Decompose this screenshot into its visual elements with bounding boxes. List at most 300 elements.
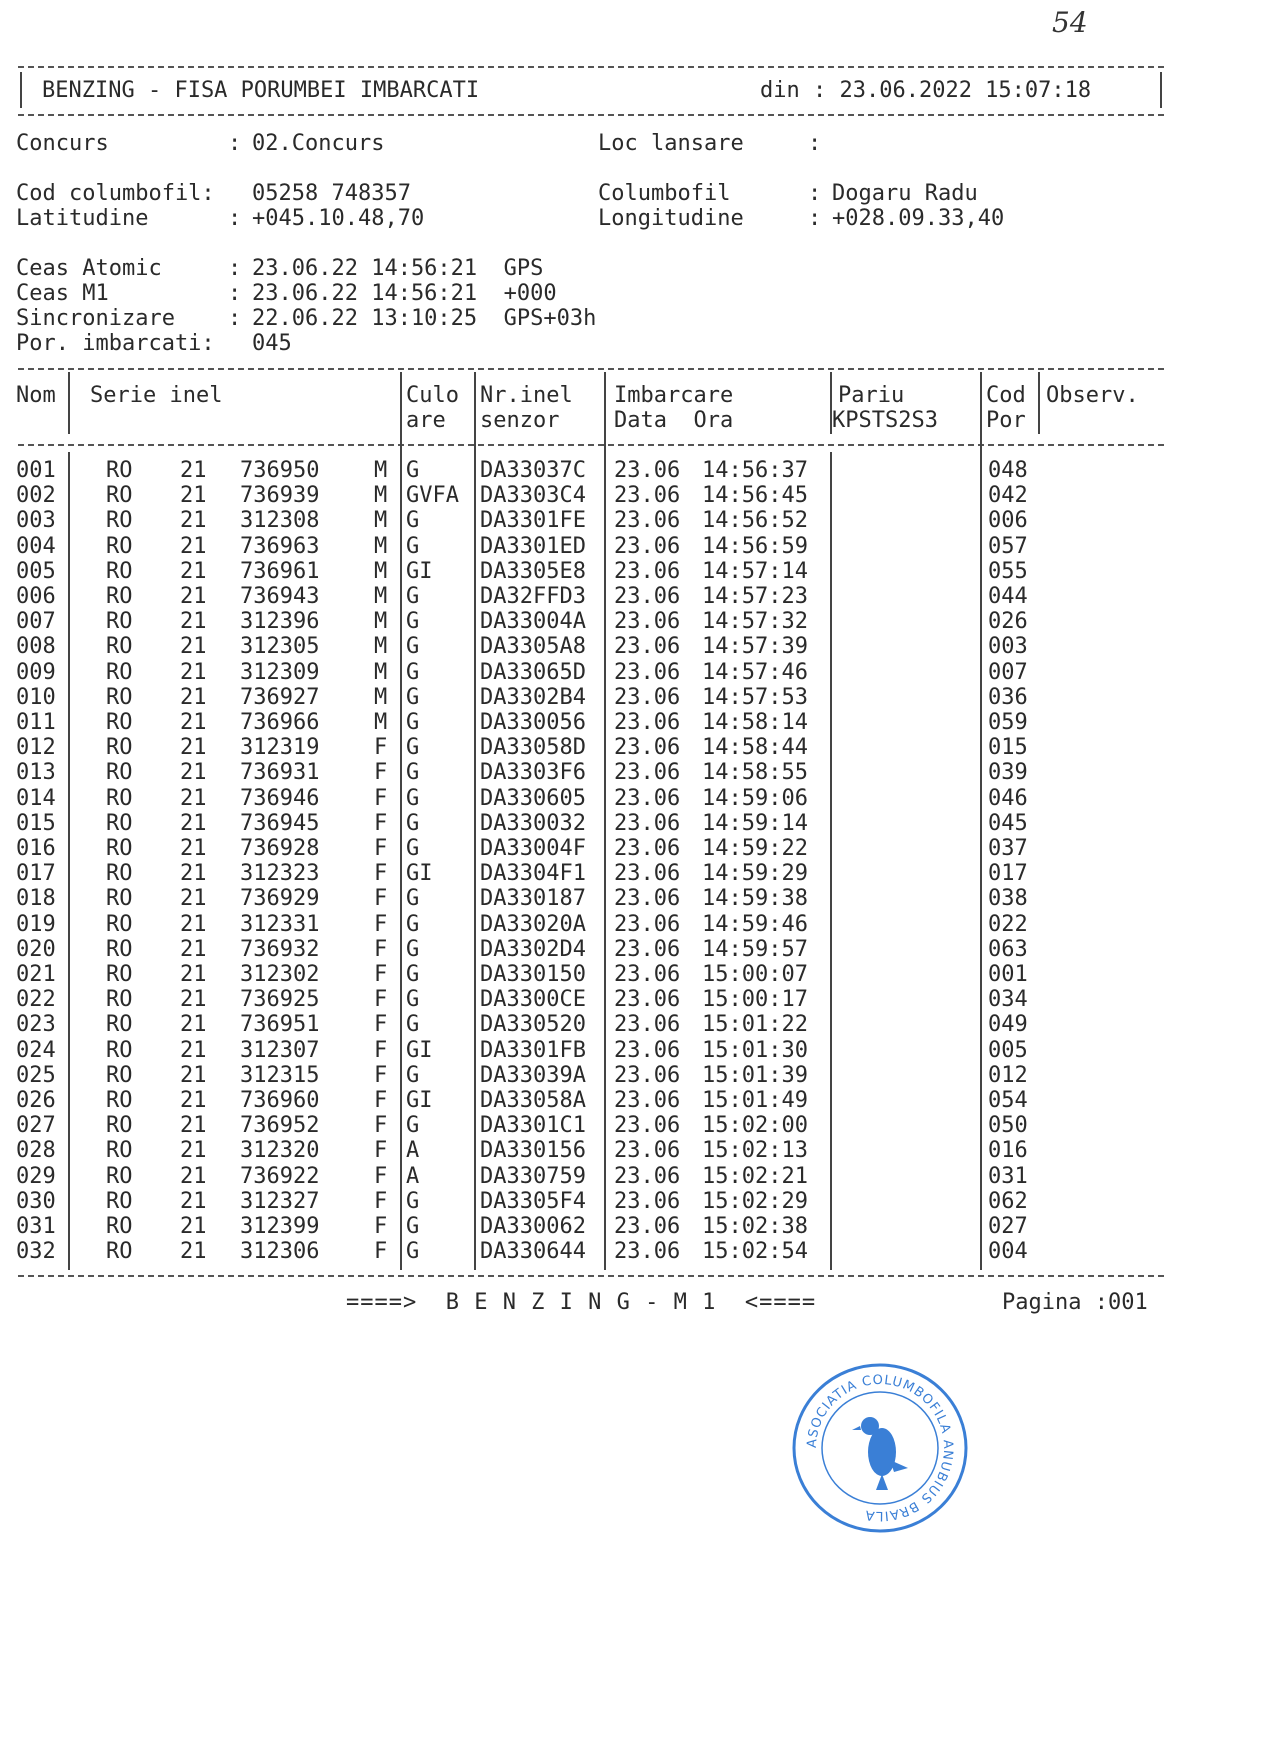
col-header-nrinel-2: senzor [480,408,560,433]
row-ring-number: 312308 [240,508,320,534]
row-sensor-ring: DA330062 [480,1214,586,1239]
row-sex: F [374,1012,388,1038]
row-year: 21 [180,810,207,836]
row-time: 14:59:57 [702,936,808,962]
row-sex: M [374,634,388,660]
row-year: 21 [180,609,207,635]
row-color: G [406,609,420,635]
table-top-rule [18,368,1164,370]
row-ring-number: 736966 [240,710,320,735]
row-nom: 008 [16,634,56,660]
row-cod-por: 017 [988,861,1028,887]
row-time: 14:57:46 [702,659,808,685]
row-color: G [406,1188,420,1214]
header-bottom-rule [18,114,1164,116]
row-ring-number: 312399 [240,1214,320,1239]
row-sensor-ring: DA33058A [480,1088,586,1113]
pigeon-icon [852,1417,908,1490]
row-date: 23.06 [614,508,681,534]
row-sensor-ring: DA3303C4 [480,483,586,509]
header-right-bar [1160,72,1162,108]
row-ring-number: 736925 [240,987,320,1013]
row-year: 21 [180,659,207,685]
row-year: 21 [180,911,207,937]
row-nom: 030 [16,1188,56,1214]
row-color: G [406,458,420,483]
row-year: 21 [180,1188,207,1214]
row-color: GI [406,1088,433,1113]
row-sex: F [374,810,388,836]
row-date: 23.06 [614,558,681,584]
row-year: 21 [180,1037,207,1063]
row-date: 23.06 [614,1037,681,1063]
row-ring-number: 736961 [240,558,320,584]
row-sensor-ring: DA33020A [480,911,586,937]
row-color: G [406,1239,420,1265]
row-sex: F [374,1037,388,1063]
row-sex: F [374,735,388,761]
row-year: 21 [180,886,207,912]
row-cod-por: 059 [988,710,1028,735]
row-cod-por: 012 [988,1062,1028,1088]
row-color: GI [406,1037,433,1063]
row-year: 21 [180,836,207,861]
row-time: 14:58:55 [702,760,808,786]
row-time: 14:57:32 [702,609,808,635]
row-time: 14:57:39 [702,634,808,660]
row-nom: 022 [16,987,56,1013]
row-date: 23.06 [614,911,681,937]
row-color: G [406,1012,420,1038]
row-sensor-ring: DA3304F1 [480,861,586,887]
row-sex: F [374,936,388,962]
row-time: 14:58:14 [702,710,808,735]
row-sensor-ring: DA3305F4 [480,1188,586,1214]
row-year: 21 [180,558,207,584]
row-country: RO [106,1163,133,1189]
row-color: A [406,1138,420,1164]
row-ring-number: 312327 [240,1188,320,1214]
row-country: RO [106,735,133,761]
row-nom: 011 [16,710,56,735]
row-nom: 017 [16,861,56,887]
row-date: 23.06 [614,1062,681,1088]
row-ring-number: 736929 [240,886,320,912]
row-color: G [406,785,420,811]
row-cod-por: 007 [988,659,1028,685]
row-date: 23.06 [614,634,681,660]
row-color: G [406,962,420,987]
row-country: RO [106,1239,133,1265]
row-year: 21 [180,1062,207,1088]
row-ring-number: 736945 [240,810,320,836]
row-ring-number: 736951 [240,1012,320,1038]
row-date: 23.06 [614,1214,681,1239]
row-nom: 009 [16,659,56,685]
row-color: G [406,634,420,660]
row-time: 14:57:23 [702,584,808,609]
row-ring-number: 736927 [240,684,320,710]
row-ring-number: 736932 [240,936,320,962]
row-sensor-ring: DA3301C1 [480,1113,586,1139]
row-date: 23.06 [614,533,681,559]
row-ring-number: 736946 [240,785,320,811]
row-ring-number: 312306 [240,1239,320,1265]
row-country: RO [106,1138,133,1164]
row-cod-por: 005 [988,1037,1028,1063]
header-left-bar [20,72,22,108]
row-sex: F [374,1138,388,1164]
col-header-culoare-2: are [406,408,446,433]
row-sensor-ring: DA330644 [480,1239,586,1265]
row-ring-number: 312323 [240,861,320,887]
row-year: 21 [180,634,207,660]
row-cod-por: 055 [988,558,1028,584]
row-year: 21 [180,1138,207,1164]
row-color: G [406,684,420,710]
row-sensor-ring: DA3300CE [480,987,586,1013]
row-time: 14:56:45 [702,483,808,509]
row-ring-number: 312331 [240,911,320,937]
row-sex: M [374,710,388,735]
row-nom: 003 [16,508,56,534]
row-country: RO [106,1188,133,1214]
row-country: RO [106,1012,133,1038]
row-sensor-ring: DA33037C [480,458,586,483]
row-sex: F [374,1062,388,1088]
row-ring-number: 312396 [240,609,320,635]
row-nom: 015 [16,810,56,836]
row-sex: M [374,558,388,584]
row-nom: 002 [16,483,56,509]
row-time: 15:02:38 [702,1214,808,1239]
row-time: 15:02:54 [702,1239,808,1265]
row-cod-por: 022 [988,911,1028,937]
col-header-cod-1: Cod [986,383,1026,408]
row-cod-por: 050 [988,1113,1028,1139]
row-date: 23.06 [614,584,681,609]
row-date: 23.06 [614,1239,681,1265]
row-country: RO [106,911,133,937]
row-ring-number: 736931 [240,760,320,786]
row-country: RO [106,987,133,1013]
row-year: 21 [180,735,207,761]
row-sex: M [374,533,388,559]
row-country: RO [106,584,133,609]
row-year: 21 [180,760,207,786]
col-sep-nrinel [604,372,606,1270]
row-time: 14:59:14 [702,810,808,836]
row-time: 15:02:21 [702,1163,808,1189]
row-sensor-ring: DA33004F [480,836,586,861]
row-nom: 013 [16,760,56,786]
row-nom: 032 [16,1239,56,1265]
footer-brand: ====> B E N Z I N G - M 1 <==== [346,1290,817,1315]
row-year: 21 [180,458,207,483]
row-date: 23.06 [614,962,681,987]
row-color: G [406,760,420,786]
row-year: 21 [180,1113,207,1139]
col-sep-serie [400,372,402,1270]
row-year: 21 [180,861,207,887]
row-time: 15:00:07 [702,962,808,987]
row-sensor-ring: DA330056 [480,710,586,735]
page-number: Pagina :001 [1002,1290,1148,1315]
col-header-imbarcare-2: Data Ora [614,408,734,433]
row-year: 21 [180,684,207,710]
row-sensor-ring: DA330520 [480,1012,586,1038]
row-sensor-ring: DA3301FE [480,508,586,534]
row-nom: 010 [16,684,56,710]
row-cod-por: 063 [988,936,1028,962]
col-header-serie: Serie inel [90,383,223,408]
row-color: G [406,886,420,912]
row-year: 21 [180,1088,207,1113]
row-color: G [406,508,420,534]
row-date: 23.06 [614,810,681,836]
row-date: 23.06 [614,458,681,483]
row-country: RO [106,710,133,735]
row-time: 14:59:22 [702,836,808,861]
row-time: 15:01:39 [702,1062,808,1088]
row-cod-por: 036 [988,684,1028,710]
row-nom: 016 [16,836,56,861]
row-date: 23.06 [614,684,681,710]
row-color: G [406,911,420,937]
row-date: 23.06 [614,760,681,786]
row-cod-por: 031 [988,1163,1028,1189]
association-stamp [790,1360,970,1535]
row-date: 23.06 [614,861,681,887]
col-sep-cod [1038,372,1040,434]
row-color: GI [406,558,433,584]
row-nom: 005 [16,558,56,584]
row-date: 23.06 [614,936,681,962]
row-sex: M [374,584,388,609]
row-country: RO [106,886,133,912]
row-ring-number: 312305 [240,634,320,660]
row-country: RO [106,508,133,534]
row-ring-number: 312307 [240,1037,320,1063]
row-color: G [406,836,420,861]
row-country: RO [106,785,133,811]
col-header-nrinel-1: Nr.inel [480,383,573,408]
row-year: 21 [180,785,207,811]
row-country: RO [106,558,133,584]
row-sensor-ring: DA3303F6 [480,760,586,786]
col-sep-culoare [474,372,476,1270]
row-cod-por: 046 [988,785,1028,811]
handwritten-page-number: 54 [1052,6,1088,39]
row-year: 21 [180,508,207,534]
row-sex: F [374,911,388,937]
document-title: BENZING - FISA PORUMBEI IMBARCATI [42,78,480,103]
row-nom: 028 [16,1138,56,1164]
col-sep-pariu [980,372,982,1270]
row-sex: F [374,1214,388,1239]
row-country: RO [106,684,133,710]
row-cod-por: 045 [988,810,1028,836]
row-date: 23.06 [614,659,681,685]
row-sensor-ring: DA330187 [480,886,586,912]
row-cod-por: 038 [988,886,1028,912]
row-cod-por: 015 [988,735,1028,761]
row-cod-por: 057 [988,533,1028,559]
row-sensor-ring: DA330150 [480,962,586,987]
row-country: RO [106,861,133,887]
row-ring-number: 312320 [240,1138,320,1164]
row-country: RO [106,609,133,635]
row-country: RO [106,659,133,685]
col-header-observ: Observ. [1046,383,1139,408]
row-sensor-ring: DA3305A8 [480,634,586,660]
row-sex: M [374,659,388,685]
row-country: RO [106,458,133,483]
stamp-text: ASOCIATIA COLUMBOFILA ANUBIUS BRAILA [804,1372,956,1524]
row-sex: F [374,962,388,987]
header-top-rule [18,66,1164,68]
row-time: 14:59:29 [702,861,808,887]
row-ring-number: 736939 [240,483,320,509]
row-sensor-ring: DA33065D [480,659,586,685]
row-nom: 026 [16,1088,56,1113]
row-date: 23.06 [614,1163,681,1189]
row-cod-por: 001 [988,962,1028,987]
row-sensor-ring: DA3301FB [480,1037,586,1063]
row-sex: F [374,1239,388,1265]
row-time: 14:57:14 [702,558,808,584]
table-header-rule [18,444,1164,446]
row-ring-number: 312315 [240,1062,320,1088]
row-date: 23.06 [614,1188,681,1214]
row-color: GVFA [406,483,459,509]
row-sensor-ring: DA3302B4 [480,684,586,710]
row-cod-por: 049 [988,1012,1028,1038]
row-year: 21 [180,1239,207,1265]
row-date: 23.06 [614,710,681,735]
row-color: G [406,735,420,761]
row-color: GI [406,861,433,887]
col-header-culoare-1: Culo [406,383,459,408]
row-time: 14:59:38 [702,886,808,912]
row-country: RO [106,533,133,559]
row-date: 23.06 [614,1012,681,1038]
row-sensor-ring: DA33039A [480,1062,586,1088]
row-sensor-ring: DA33004A [480,609,586,635]
row-date: 23.06 [614,483,681,509]
row-ring-number: 736922 [240,1163,320,1189]
row-color: G [406,936,420,962]
row-color: G [406,1113,420,1139]
row-sensor-ring: DA330759 [480,1163,586,1189]
row-time: 15:01:30 [702,1037,808,1063]
row-color: G [406,1062,420,1088]
row-sex: M [374,609,388,635]
row-sex: M [374,483,388,509]
row-date: 23.06 [614,735,681,761]
row-color: G [406,584,420,609]
row-year: 21 [180,987,207,1013]
col-header-nom: Nom [16,383,56,408]
row-year: 21 [180,710,207,735]
row-nom: 024 [16,1037,56,1063]
row-color: A [406,1163,420,1189]
row-year: 21 [180,936,207,962]
row-time: 14:56:59 [702,533,808,559]
row-nom: 025 [16,1062,56,1088]
row-year: 21 [180,1163,207,1189]
row-sex: M [374,508,388,534]
row-cod-por: 039 [988,760,1028,786]
row-ring-number: 736943 [240,584,320,609]
col-header-pariu-1: Pariu [838,383,905,408]
row-year: 21 [180,1214,207,1239]
row-time: 15:02:29 [702,1188,808,1214]
row-cod-por: 003 [988,634,1028,660]
row-time: 14:58:44 [702,735,808,761]
row-color: G [406,810,420,836]
row-sensor-ring: DA3301ED [480,533,586,559]
row-time: 15:02:13 [702,1138,808,1164]
row-sex: M [374,684,388,710]
row-nom: 021 [16,962,56,987]
row-nom: 027 [16,1113,56,1139]
col-header-pariu-2: KPSTS2S3 [832,408,938,433]
table-bottom-rule [18,1275,1164,1277]
col-header-cod-2: Por [986,408,1026,433]
row-time: 15:01:49 [702,1088,808,1113]
row-color: G [406,710,420,735]
row-nom: 004 [16,533,56,559]
row-sex: F [374,1113,388,1139]
row-sex: F [374,1088,388,1113]
row-country: RO [106,962,133,987]
row-country: RO [106,1113,133,1139]
row-time: 14:56:52 [702,508,808,534]
row-nom: 029 [16,1163,56,1189]
row-nom: 007 [16,609,56,635]
row-sex: M [374,458,388,483]
row-cod-por: 034 [988,987,1028,1013]
col-sep-nom-body [68,452,70,1270]
row-sex: F [374,987,388,1013]
row-color: G [406,533,420,559]
row-country: RO [106,760,133,786]
row-ring-number: 312319 [240,735,320,761]
row-date: 23.06 [614,609,681,635]
row-country: RO [106,1088,133,1113]
row-country: RO [106,483,133,509]
row-sensor-ring: DA32FFD3 [480,584,586,609]
row-sex: F [374,861,388,887]
row-date: 23.06 [614,1113,681,1139]
row-cod-por: 054 [988,1088,1028,1113]
row-time: 14:56:37 [702,458,808,483]
row-time: 15:02:00 [702,1113,808,1139]
row-time: 14:57:53 [702,684,808,710]
row-ring-number: 736952 [240,1113,320,1139]
row-date: 23.06 [614,785,681,811]
row-country: RO [106,1037,133,1063]
row-color: G [406,1214,420,1239]
row-nom: 012 [16,735,56,761]
row-country: RO [106,634,133,660]
row-ring-number: 312302 [240,962,320,987]
row-date: 23.06 [614,987,681,1013]
row-sensor-ring: DA330605 [480,785,586,811]
row-sex: F [374,1188,388,1214]
row-sex: F [374,836,388,861]
